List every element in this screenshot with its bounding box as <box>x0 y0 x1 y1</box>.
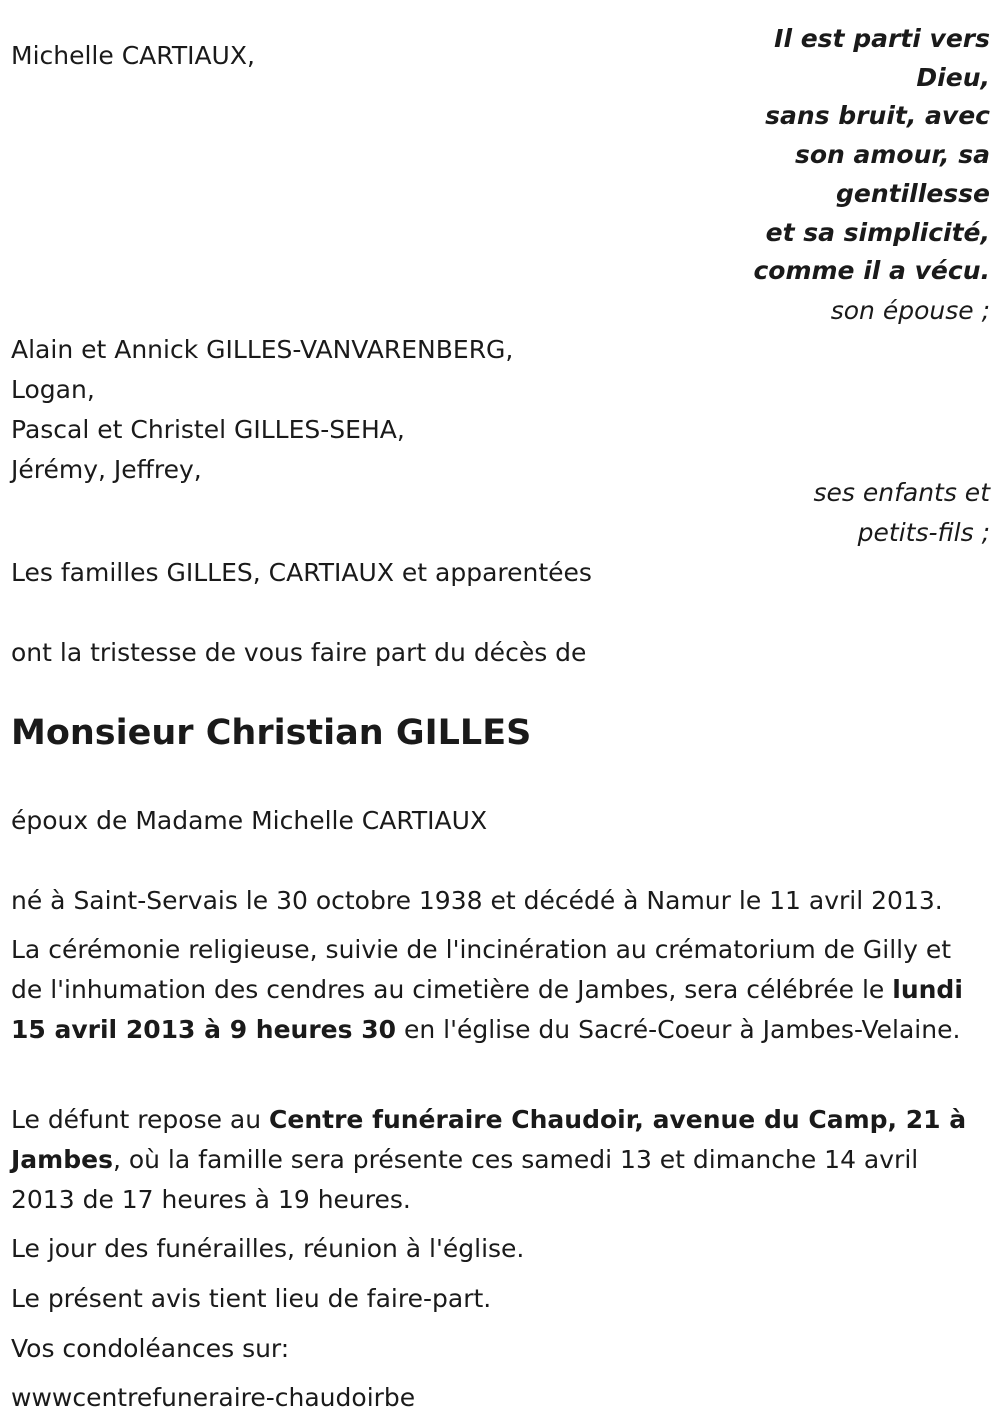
rest-place: Centre funéraire Chaudoir, avenue du Camp, 21 à Jambes <box>11 1105 967 1174</box>
ceremony-paragraph <box>11 930 986 1050</box>
poem-line: gentillesse <box>836 178 990 208</box>
families-line: Les familles GILLES, CARTIAUX et apparentées <box>11 558 592 587</box>
deceased-name: Monsieur Christian GILLES <box>11 713 532 753</box>
born-died: né à Saint-Servais le 30 octobre 1938 et décédé à Namur le 11 avril 2013. <box>11 886 943 915</box>
rest-intro: Le défunt repose au <box>11 1105 270 1134</box>
child-name: Jérémy, Jeffrey, <box>11 455 202 484</box>
ceremony-date: lundi 15 avril 2013 à 9 heures 30 <box>11 975 963 1044</box>
poem-line: sans bruit, avec <box>765 101 990 131</box>
spouse-relation-text: son épouse ; <box>830 296 990 325</box>
children-relation-line: ses enfants et <box>813 478 990 507</box>
poem-line: et sa simplicité, <box>765 217 990 247</box>
spouse-relation <box>730 291 990 331</box>
website-link[interactable]: wwwcentrefuneraire-chaudoirbe <box>11 1383 416 1412</box>
announcement: ont la tristesse de vous faire part du décès de <box>11 638 587 667</box>
child-name: Pascal et Christel GILLES-SEHA, <box>11 415 405 444</box>
child-name: Logan, <box>11 375 95 404</box>
child-name: Alain et Annick GILLES-VANVARENBERG, <box>11 335 514 364</box>
poem <box>730 20 990 291</box>
poem-line: son amour, sa <box>794 140 990 170</box>
rest-details: , où la famille sera présente ces samedi 13 et dimanche 14 avril 2013 de 17 heures à 19 heures. <box>11 1145 919 1214</box>
condolences-label: Vos condoléances sur: <box>11 1334 290 1363</box>
notice: Le présent avis tient lieu de faire-part. <box>11 1284 492 1313</box>
husband-of: époux de Madame Michelle CARTIAUX <box>11 806 488 835</box>
children-relation-line: petits-fils ; <box>857 518 990 547</box>
poem-line: Dieu, <box>916 62 990 92</box>
resting-place-paragraph <box>11 1100 986 1220</box>
children-names <box>11 330 513 490</box>
ceremony-intro: La cérémonie religieuse, suivie de l'incinération au crématorium de Gilly et de l'inhumation des cendres au cimetière de Jambes, sera célébrée le <box>11 935 952 1004</box>
poem-line: Il est parti vers <box>774 24 990 53</box>
spouse-name: Michelle CARTIAUX, <box>11 41 255 70</box>
ceremony-rest: en l'église du Sacré-Coeur à Jambes-Velaine. <box>396 1015 961 1044</box>
children-relation <box>730 473 990 553</box>
poem-line: comme il a vécu. <box>753 256 990 286</box>
funeral-day: Le jour des funérailles, réunion à l'église. <box>11 1234 525 1263</box>
